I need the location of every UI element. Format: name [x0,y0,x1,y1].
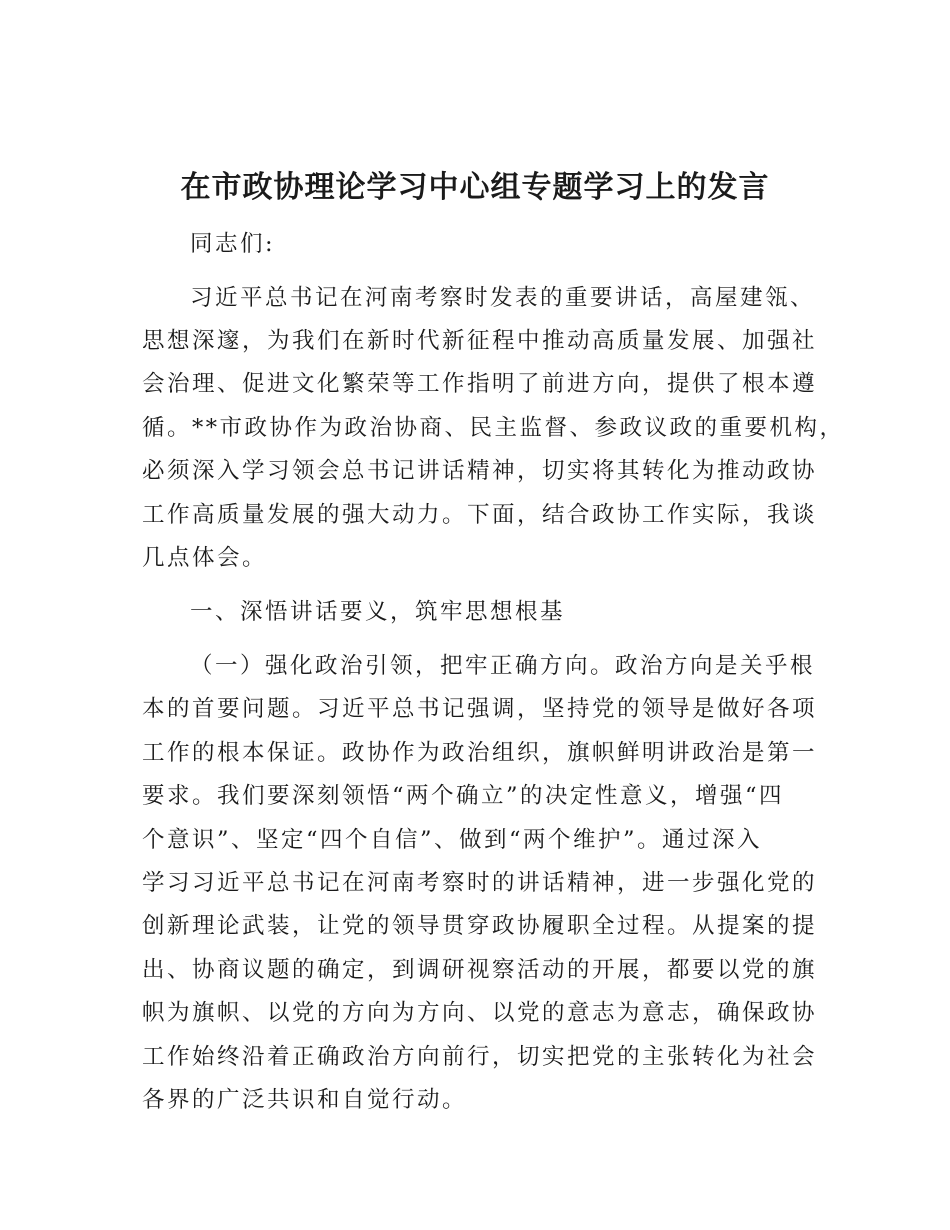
paragraph-line: 几点体会。 [142,545,268,571]
paragraph-line: 各界的广泛共识和自觉行动。 [142,1087,468,1113]
paragraph-line: 工作的根本保证。政协作为政治组织，旗帜鲜明讲政治是第一 [142,740,818,766]
document-title: 在市政协理论学习中心组专题学习上的发言 [180,170,770,205]
paragraph-line: 出、协商议题的确定，到调研视察活动的开展，都要以党的旗 [142,957,818,983]
paragraph-line: 工作高质量发展的强大动力。下面，结合政协工作实际，我谈 [142,502,818,528]
paragraph-line: 创新理论武装，让党的领导贯穿政协履职全过程。从提案的提 [142,913,818,939]
paragraph-line: 帜为旗帜、以党的方向为方向、以党的意志为意志，确保政协 [142,1000,818,1026]
section-heading: 一、深悟讲话要义，筑牢思想根基 [190,599,566,625]
paragraph-line: 要求。我们要深刻领悟“两个确立”的决定性意义，增强“四 [142,783,785,809]
paragraph-line: 本的首要问题。习近平总书记强调，坚持党的领导是做好各项 [142,696,818,722]
salutation: 同志们: [190,231,276,257]
paragraph-line: 会治理、促进文化繁荣等工作指明了前进方向，提供了根本遵 [142,371,818,397]
paragraph-line: 学习习近平总书记在河南考察时的讲话精神，进一步强化党的 [142,870,818,896]
paragraph-line: 必须深入学习领会总书记讲话精神，切实将其转化为推动政协 [142,458,818,484]
paragraph-line: 循。**市政协作为政治协商、民主监督、参政议政的重要机构， [142,415,845,441]
subsection-line: （一）强化政治引领，把牢正确方向。政治方向是关乎根 [190,653,816,679]
paragraph-line: 工作始终沿着正确政治方向前行，切实把党的主张转化为社会 [142,1044,818,1070]
paragraph-line: 思想深邃，为我们在新时代新征程中推动高质量发展、加强社 [142,328,818,354]
paragraph-line: 习近平总书记在河南考察时发表的重要讲话，高屋建瓴、 [190,285,816,311]
paragraph-line: 个意识”、坚定“四个自信”、做到“两个维护”。通过深入 [142,827,763,853]
